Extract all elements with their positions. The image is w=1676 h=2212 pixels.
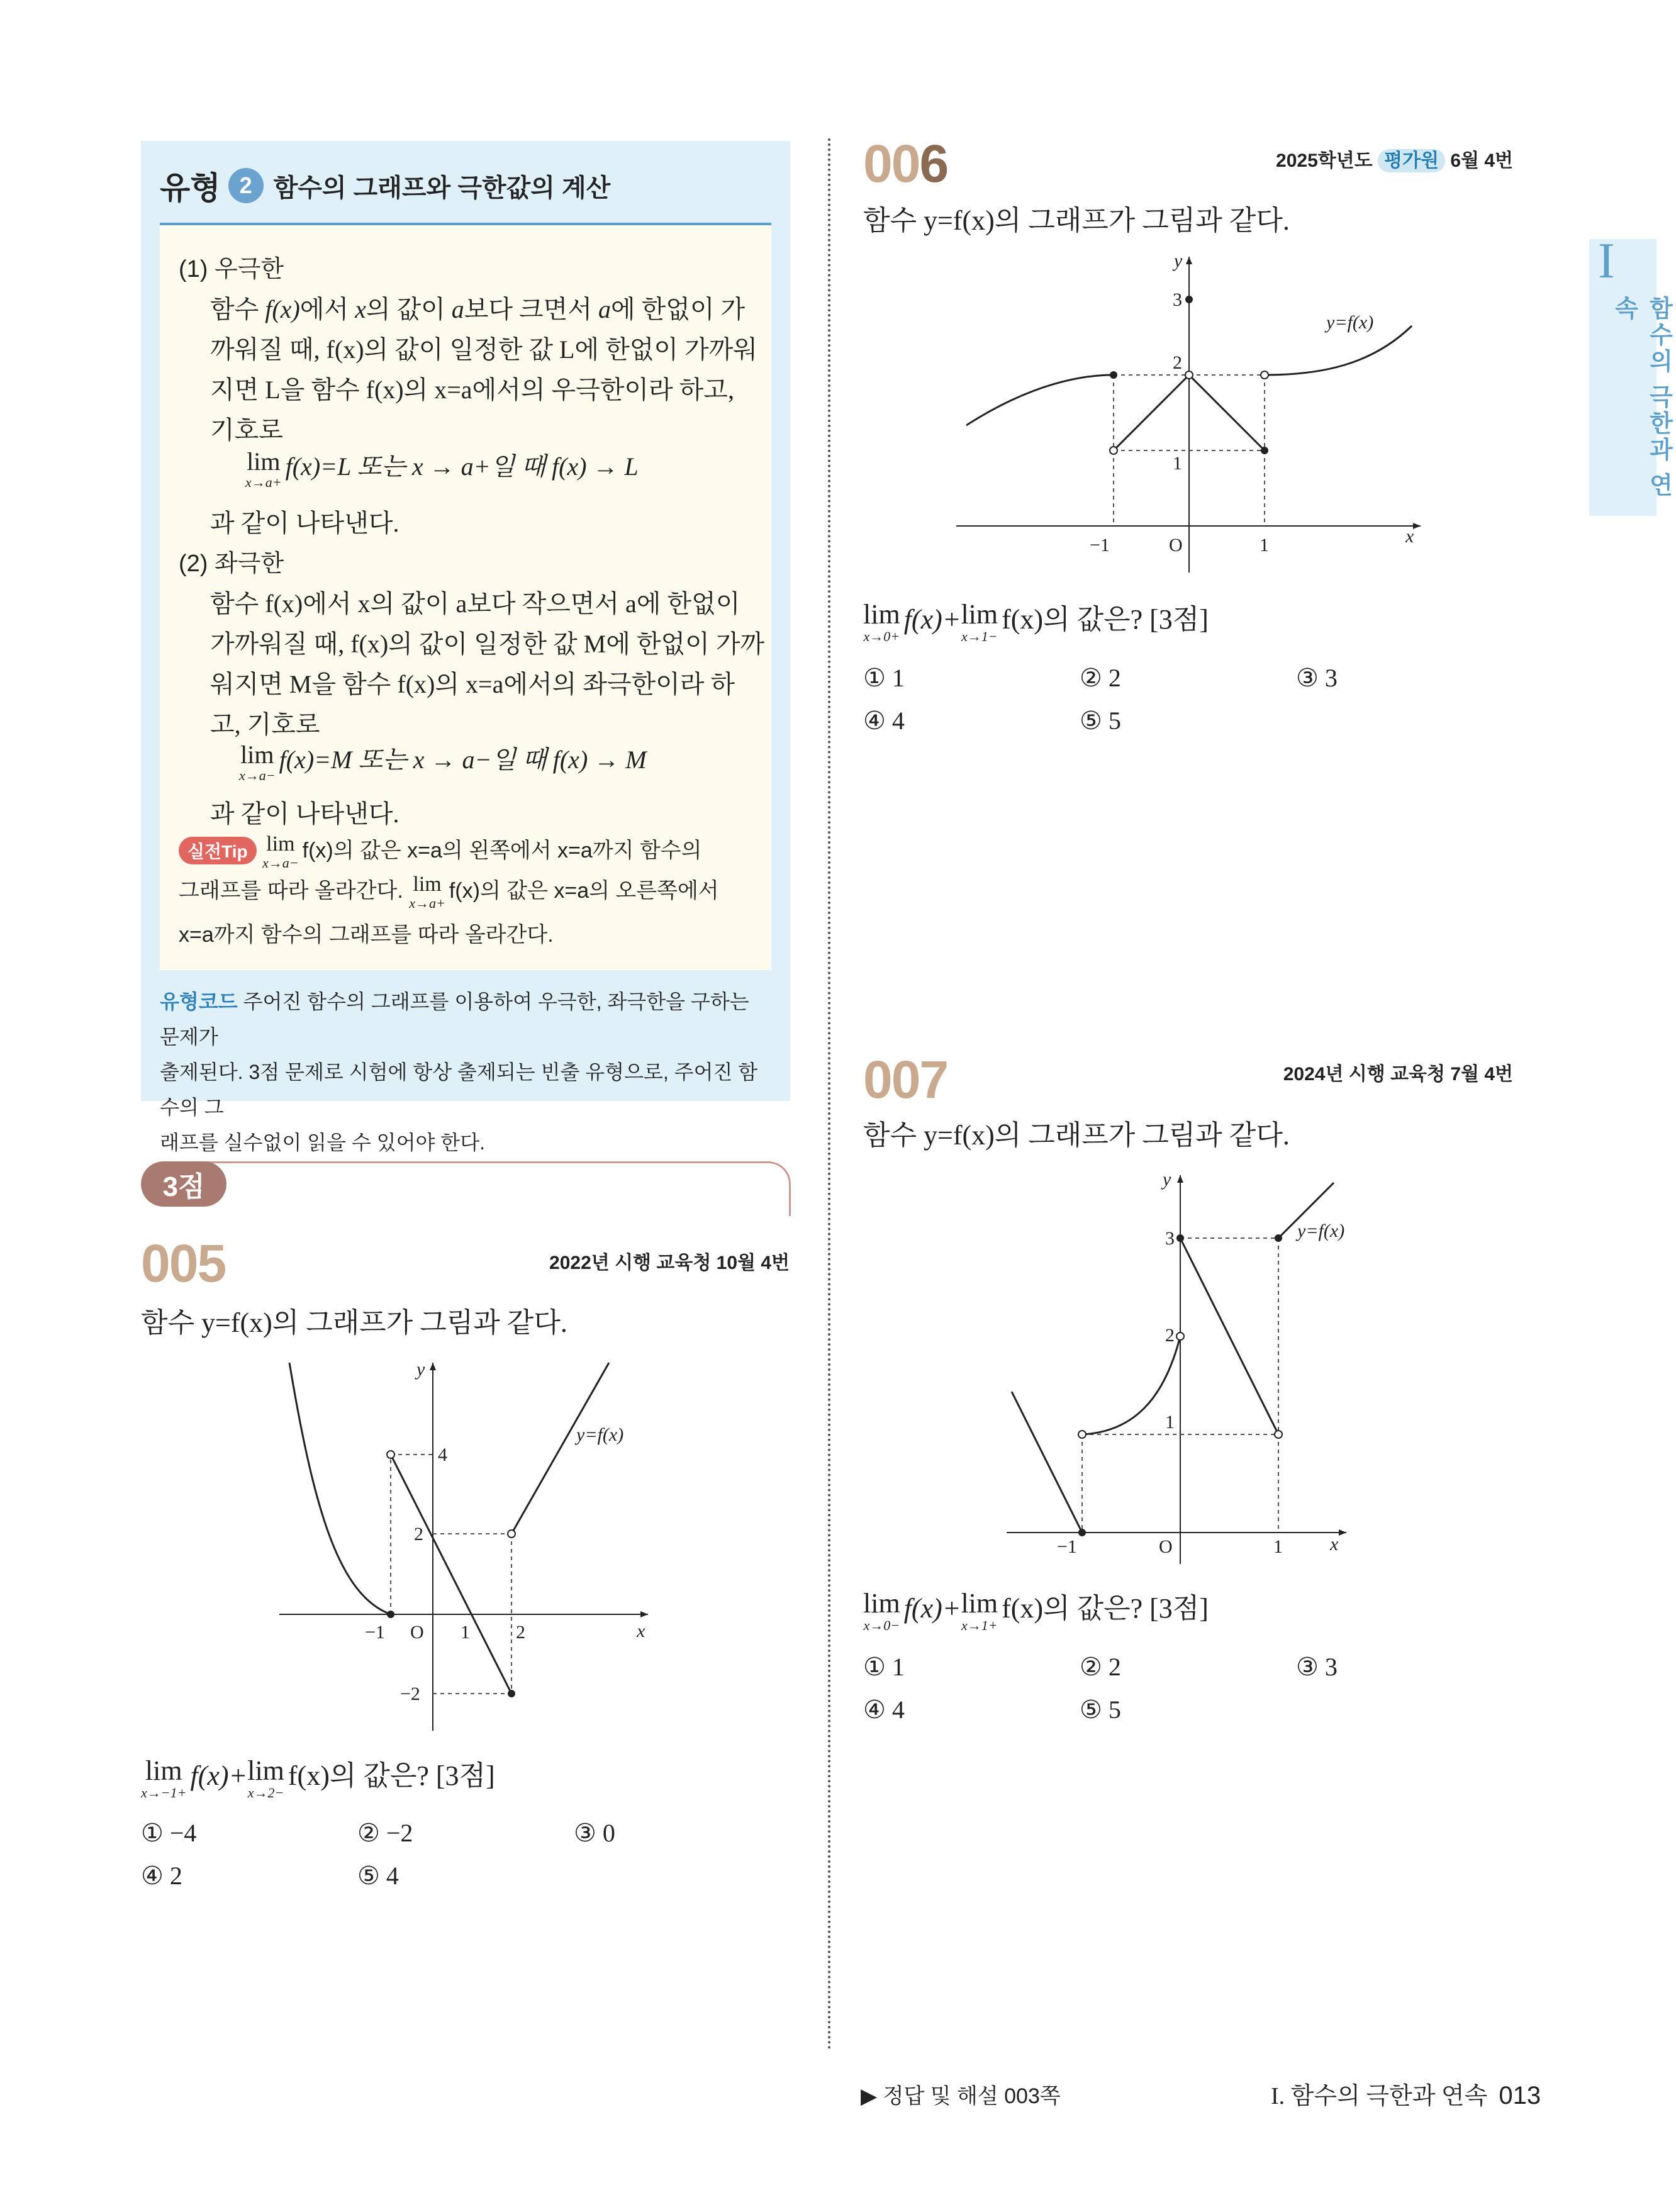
question-number-007: 007 [863, 1050, 948, 1109]
answer-reference: ▶ 정답 및 해설 003쪽 [861, 2084, 1061, 2108]
concept-header [160, 164, 610, 208]
s1-line-2: 까워질 때, f(x)의 값이 일정한 값 L에 한없이 가까워 [210, 335, 757, 364]
x-axis-arrow [1339, 1529, 1346, 1536]
tick-label: 3 [1165, 1228, 1175, 1249]
open-point [508, 1530, 515, 1538]
filled-point [1078, 1529, 1086, 1536]
lim-symbol: lim x→0− [863, 1587, 900, 1633]
choice-5[interactable]: ⑤ 5 [1080, 707, 1121, 735]
segment-left [1012, 1392, 1082, 1533]
tick-label: 1 [1260, 535, 1269, 556]
concept-body [160, 225, 771, 970]
lim-symbol: lim x→1+ [961, 1587, 998, 1633]
tick-label: −1 [365, 1622, 385, 1643]
lim-symbol: lim x→2− [247, 1755, 284, 1801]
question-stem-007: 함수 y=f(x)의 그래프가 그림과 같다. [863, 1120, 1290, 1151]
segment-middle [1180, 1238, 1278, 1434]
choice-2[interactable]: ② 2 [1080, 664, 1121, 692]
tick-label: 1 [1165, 1412, 1175, 1433]
filled-point [1110, 371, 1117, 379]
concept-box [141, 141, 790, 1154]
open-point [1185, 371, 1193, 379]
choice-3[interactable]: ③ 3 [1296, 664, 1338, 692]
s2-line-1: 함수 f(x)에서 x의 값이 a보다 작으면서 a에 한없이 [210, 589, 740, 618]
graph-label: y=f(x) [576, 1424, 624, 1445]
graph-007 [994, 1168, 1372, 1570]
open-point [1078, 1431, 1086, 1438]
graph-005 [277, 1356, 667, 1734]
lim-symbol: lim x→a− [239, 740, 276, 783]
question-number-005: 005 [141, 1234, 226, 1293]
s1-line-4: 기호로 [210, 416, 283, 444]
s2-line-3: 워지면 M을 함수 f(x)의 x=a에서의 좌극한이라 하 [210, 670, 735, 698]
lim-symbol: lim x→−1+ [141, 1755, 187, 1801]
choice-3[interactable]: ③ 0 [574, 1819, 615, 1847]
points-badge: 3점 [141, 1161, 226, 1207]
choice-2[interactable]: ② 2 [1080, 1653, 1121, 1681]
question-stem-005: 함수 y=f(x)의 그래프가 그림과 같다. [141, 1307, 567, 1338]
question-number-006: 006 [863, 134, 948, 193]
choice-4[interactable]: ④ 4 [863, 707, 905, 735]
column-divider [828, 138, 830, 2051]
tick-label: 2 [1165, 1325, 1175, 1346]
axis-label: x [1405, 526, 1414, 547]
choice-5[interactable]: ⑤ 5 [1080, 1695, 1121, 1724]
tick-label: 1 [461, 1622, 470, 1643]
type-label: 유형 [160, 170, 221, 206]
tick-label: 1 [1273, 1536, 1283, 1557]
question-source-007: 2024년 시행 교육청 7월 4번 [1283, 1064, 1513, 1085]
lim-symbol: lim x→1− [961, 598, 998, 644]
s1-line-5: 과 같이 나타낸다. [210, 509, 399, 537]
filled-point [1261, 447, 1268, 454]
filled-point [508, 1690, 515, 1697]
chapter-side-title: 함수의 극한과 연속 [1611, 296, 1672, 500]
type-number-badge: 2 [228, 168, 264, 203]
tip-badge: 실전Tip [179, 837, 257, 864]
axis-label: x [637, 1621, 645, 1641]
axis-label: y [1163, 1169, 1171, 1190]
x-axis-arrow [640, 1611, 648, 1617]
points-section-line [189, 1161, 791, 1216]
filled-point [387, 1611, 394, 1618]
choice-1[interactable]: ① −4 [141, 1819, 197, 1847]
tick-label: −2 [400, 1684, 420, 1704]
x-axis-arrow [1413, 523, 1421, 529]
s2-line-2: 가까워질 때, f(x)의 값이 일정한 값 M에 한없이 가까 [210, 630, 765, 658]
choice-1[interactable]: ① 1 [863, 1653, 905, 1681]
y-axis-arrow [1186, 257, 1192, 264]
choice-5[interactable]: ⑤ 4 [357, 1862, 399, 1890]
tick-label: 4 [438, 1444, 447, 1465]
open-point [1261, 371, 1268, 379]
s1-line-1: 함수 f(x)에서 x의 값이 a보다 크면서 a에 한없이 가 [210, 295, 746, 323]
s1-formula: lim x→a+ f(x)=L 또는 x → a+일 때 f(x) → L [245, 447, 639, 490]
curve-right-branch [1265, 326, 1412, 375]
graph-006 [944, 252, 1428, 579]
segment-right [511, 1363, 609, 1534]
tick-label: O [410, 1622, 424, 1643]
tick-label: 2 [1173, 352, 1182, 373]
section-left-limit-title: (2) 좌극한 [179, 550, 284, 577]
curve-left-branch [966, 375, 1114, 425]
question-source-006: 2025학년도 평가원 6월 4번 [1276, 150, 1513, 171]
tick-label: 2 [414, 1524, 423, 1544]
curve-left-branch [289, 1363, 391, 1614]
s2-line-5: 과 같이 나타낸다. [210, 800, 399, 828]
filled-point [1275, 1234, 1282, 1242]
lim-symbol: lim x→a− [262, 832, 299, 871]
lim-symbol: lim x→a+ [245, 447, 282, 490]
y-axis-arrow [430, 1363, 436, 1370]
axis-label: y [1174, 250, 1183, 271]
axis-label: y [416, 1359, 425, 1380]
question-source-005: 2022년 시행 교육청 10월 4번 [549, 1253, 790, 1273]
s2-line-4: 고, 기호로 [210, 710, 320, 739]
tick-label: O [1169, 535, 1183, 556]
open-point [1176, 1332, 1184, 1340]
segment-left [1114, 375, 1189, 450]
y-axis-arrow [1177, 1175, 1183, 1183]
choice-1[interactable]: ① 1 [863, 664, 905, 692]
graph-label: y=f(x) [1326, 312, 1374, 333]
footer-chapter-title: I. 함수의 극한과 연속 [1271, 2083, 1488, 2109]
choice-4[interactable]: ④ 2 [141, 1862, 182, 1890]
lim-symbol: lim x→a+ [409, 873, 445, 912]
question-ask-006: lim x→0+ f(x)+ lim x→1− f(x)의 값은? [3점] [863, 598, 1209, 644]
chapter-roman-numeral: I [1598, 233, 1615, 289]
question-ask-005: lim x→−1+ f(x)+ lim x→2− f(x)의 값은? [3점] [141, 1755, 495, 1801]
s1-line-3: 지면 L을 함수 f(x)의 x=a에서의 우극한이라 하고, [210, 376, 734, 404]
tip-line-1: 실전Tip lim x→a− f(x)의 값은 x=a의 왼쪽에서 x=a까지 함수의 [179, 833, 701, 870]
lim-symbol: lim x→0+ [863, 598, 900, 644]
segment-middle [391, 1455, 511, 1694]
tick-label: −1 [1090, 535, 1110, 556]
footer-chapter [1271, 2076, 1541, 2111]
open-point [1110, 447, 1117, 454]
question-stem-006: 함수 y=f(x)의 그래프가 그림과 같다. [863, 205, 1290, 236]
tick-label: 3 [1173, 289, 1182, 310]
type-title: 함수의 그래프와 극한값의 계산 [273, 174, 611, 202]
s2-formula: lim x→a− f(x)=M 또는 x → a−일 때 f(x) → M [239, 740, 647, 783]
tick-label: O [1159, 1536, 1173, 1557]
question-ask-007: lim x→0− f(x)+ lim x→1+ f(x)의 값은? [3점] [863, 1587, 1209, 1633]
filled-point [1176, 1234, 1184, 1242]
page-number: 013 [1499, 2082, 1541, 2109]
section-right-limit-title: (1) 우극한 [179, 256, 284, 282]
segment-right [1189, 375, 1265, 450]
open-point [1275, 1431, 1282, 1438]
choice-2[interactable]: ② −2 [357, 1819, 413, 1847]
source-badge: 평가원 [1378, 149, 1445, 172]
open-point [387, 1451, 394, 1458]
choice-3[interactable]: ③ 3 [1296, 1653, 1338, 1681]
tick-label: 2 [516, 1622, 525, 1643]
axis-label: x [1330, 1534, 1339, 1555]
filled-point [1185, 296, 1193, 303]
type-code-label: 유형코드 [160, 990, 238, 1013]
tip-line-2: 그래프를 따라 올라간다. lim x→a+ f(x)의 값은 x=a의 오른쪽에서 [179, 873, 719, 912]
tip-line-3: x=a까지 함수의 그래프를 따라 올라간다. [179, 923, 554, 947]
tick-label: 1 [1173, 453, 1182, 474]
chapter-side-tab [1589, 233, 1672, 516]
tick-label: −1 [1057, 1536, 1077, 1557]
graph-label: y=f(x) [1297, 1221, 1345, 1241]
type-code-note: 유형코드 주어진 함수의 그래프를 이용하여 우극한, 좌극한을 구하는 문제가 출제된다. 3점 문제로 시험에 항상 출제되는 빈출 유형으로, 주어진 함수의 그 래프를 실수없이 읽을 수 있어야 한다. [160, 990, 758, 1154]
choice-4[interactable]: ④ 4 [863, 1695, 905, 1724]
